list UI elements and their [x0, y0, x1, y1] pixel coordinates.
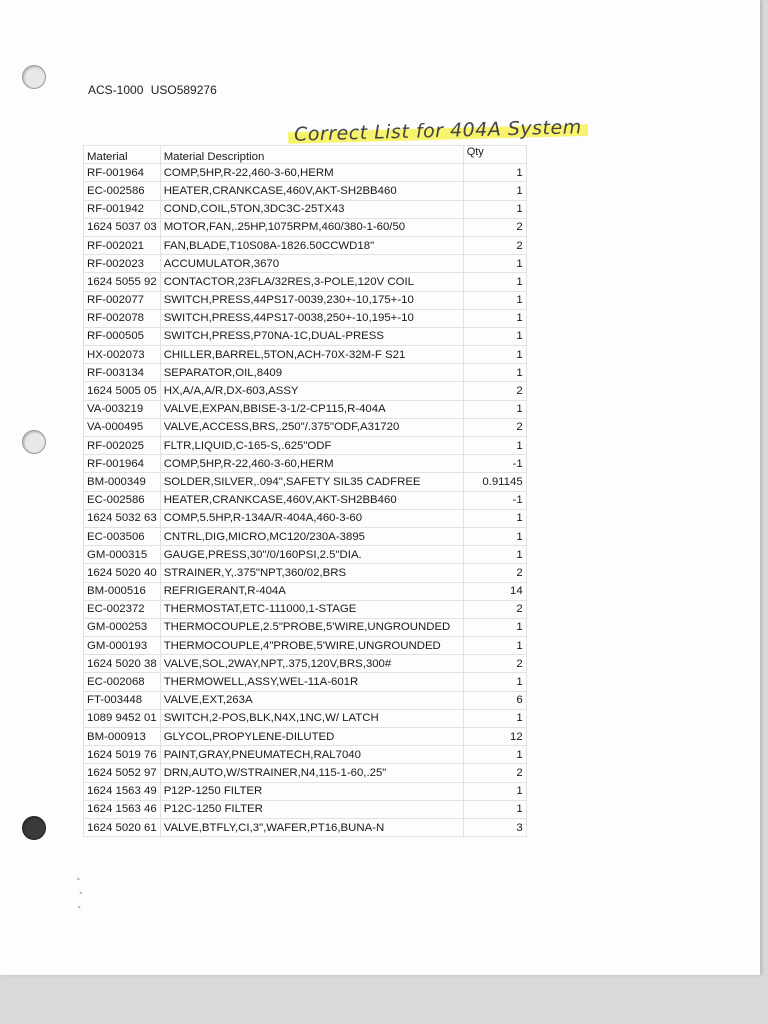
cell-qty: 1	[463, 618, 526, 636]
cell-qty: 6	[463, 691, 526, 709]
cell-material: RF-001964	[84, 164, 161, 182]
table-row	[84, 455, 527, 473]
cell-description: HEATER,CRANKCASE,460V,AKT-SH2BB460	[160, 182, 463, 200]
cell-material: RF-003134	[84, 364, 161, 382]
cell-qty: 1	[463, 346, 526, 364]
table-row	[84, 728, 527, 746]
cell-material: RF-001942	[84, 200, 161, 218]
cell-description: COMP,5HP,R-22,460-3-60,HERM	[160, 164, 463, 182]
cell-description: THERMOCOUPLE,2.5"PROBE,5'WIRE,UNGROUNDED	[160, 618, 463, 636]
cell-material: GM-000193	[84, 637, 161, 655]
cell-description: VALVE,SOL,2WAY,NPT,.375,120V,BRS,300#	[160, 655, 463, 673]
cell-material: VA-003219	[84, 400, 161, 418]
table-row	[84, 582, 527, 600]
cell-description: REFRIGERANT,R-404A	[160, 582, 463, 600]
table-row	[84, 291, 527, 309]
cell-qty: 1	[463, 782, 526, 800]
cell-description: THERMOSTAT,ETC-111000,1-STAGE	[160, 600, 463, 618]
cell-qty: 1	[463, 709, 526, 727]
cell-qty: 2	[463, 382, 526, 400]
cell-qty: 2	[463, 218, 526, 236]
table-row	[84, 346, 527, 364]
cell-qty: 1	[463, 273, 526, 291]
punch-hole-bottom	[22, 816, 46, 840]
cell-material: BM-000349	[84, 473, 161, 491]
cell-qty: 1	[463, 182, 526, 200]
punch-hole-top	[22, 65, 46, 89]
cell-description: ACCUMULATOR,3670	[160, 255, 463, 273]
cell-qty: 2	[463, 764, 526, 782]
cell-qty: 1	[463, 164, 526, 182]
table-row	[84, 382, 527, 400]
cell-description: COMP,5.5HP,R-134A/R-404A,460-3-60	[160, 509, 463, 527]
table-row	[84, 364, 527, 382]
cell-qty: 1	[463, 255, 526, 273]
cell-description: HEATER,CRANKCASE,460V,AKT-SH2BB460	[160, 491, 463, 509]
cell-material: RF-002021	[84, 236, 161, 254]
cell-material: FT-003448	[84, 691, 161, 709]
cell-description: FAN,BLADE,T10S08A-1826.50CCWD18"	[160, 236, 463, 254]
cell-material: RF-002023	[84, 255, 161, 273]
cell-material: VA-000495	[84, 418, 161, 436]
cell-description: VALVE,ACCESS,BRS,.250"/.375"ODF,A31720	[160, 418, 463, 436]
cell-qty: 1	[463, 800, 526, 818]
cell-material: EC-002068	[84, 673, 161, 691]
cell-qty: 1	[463, 400, 526, 418]
handwritten-highlighted-note: Correct List for 404A System	[288, 116, 588, 146]
cell-description: FLTR,LIQUID,C-165-S,.625"ODF	[160, 437, 463, 455]
table-row	[84, 182, 527, 200]
cell-qty: 1	[463, 637, 526, 655]
cell-qty: 1	[463, 673, 526, 691]
cell-description: VALVE,EXT,263A	[160, 691, 463, 709]
table-row	[84, 255, 527, 273]
table-row	[84, 764, 527, 782]
table-row	[84, 491, 527, 509]
cell-description: PAINT,GRAY,PNEUMATECH,RAL7040	[160, 746, 463, 764]
cell-qty: 1	[463, 200, 526, 218]
cell-qty: 14	[463, 582, 526, 600]
cell-description: CNTRL,DIG,MICRO,MC120/230A-3895	[160, 527, 463, 545]
cell-material: GM-000253	[84, 618, 161, 636]
table-row	[84, 709, 527, 727]
cell-material: HX-002073	[84, 346, 161, 364]
cell-material: RF-002078	[84, 309, 161, 327]
table-row	[84, 273, 527, 291]
table-row	[84, 473, 527, 491]
cell-qty: 1	[463, 546, 526, 564]
cell-description: VALVE,EXPAN,BBISE-3-1/2-CP115,R-404A	[160, 400, 463, 418]
table-row	[84, 437, 527, 455]
cell-material: RF-001964	[84, 455, 161, 473]
cell-material: RF-002025	[84, 437, 161, 455]
cell-material: 1624 5005 05	[84, 382, 161, 400]
cell-description: SWITCH,PRESS,44PS17-0038,250+-10,195+-10	[160, 309, 463, 327]
table-row	[84, 400, 527, 418]
header-qty: Qty	[463, 146, 526, 164]
cell-qty: -1	[463, 491, 526, 509]
table-row	[84, 800, 527, 818]
cell-qty: 12	[463, 728, 526, 746]
cell-description: CONTACTOR,23FLA/32RES,3-POLE,120V COIL	[160, 273, 463, 291]
cell-description: COND,COIL,5TON,3DC3C-25TX43	[160, 200, 463, 218]
table-row	[84, 200, 527, 218]
header-material: Material	[84, 146, 161, 164]
table-row	[84, 164, 527, 182]
cell-material: GM-000315	[84, 546, 161, 564]
cell-qty: 1	[463, 327, 526, 345]
table-row	[84, 673, 527, 691]
cell-description: P12C-1250 FILTER	[160, 800, 463, 818]
cell-description: THERMOWELL,ASSY,WEL-11A-601R	[160, 673, 463, 691]
cell-material: EC-002372	[84, 600, 161, 618]
cell-description: THERMOCOUPLE,4"PROBE,5'WIRE,UNGROUNDED	[160, 637, 463, 655]
cell-material: RF-000505	[84, 327, 161, 345]
cell-description: GLYCOL,PROPYLENE-DILUTED	[160, 728, 463, 746]
cell-material: EC-002586	[84, 182, 161, 200]
cell-description: SWITCH,PRESS,P70NA-1C,DUAL-PRESS	[160, 327, 463, 345]
cell-material: BM-000516	[84, 582, 161, 600]
cell-qty: 1	[463, 437, 526, 455]
cell-material: 1089 9452 01	[84, 709, 161, 727]
cell-material: 1624 5019 76	[84, 746, 161, 764]
cell-qty: 3	[463, 818, 526, 836]
cell-qty: 1	[463, 291, 526, 309]
cell-material: BM-000913	[84, 728, 161, 746]
cell-qty: 2	[463, 564, 526, 582]
cell-material: 1624 5020 38	[84, 655, 161, 673]
cell-description: STRAINER,Y,.375"NPT,360/02,BRS	[160, 564, 463, 582]
cell-qty: 1	[463, 509, 526, 527]
table-row	[84, 655, 527, 673]
cell-description: DRN,AUTO,W/STRAINER,N4,115-1-60,.25"	[160, 764, 463, 782]
cell-qty: 2	[463, 600, 526, 618]
table-row	[84, 818, 527, 836]
cell-qty: 2	[463, 655, 526, 673]
cell-qty: 1	[463, 309, 526, 327]
table-row	[84, 600, 527, 618]
cell-material: EC-003506	[84, 527, 161, 545]
table-row	[84, 327, 527, 345]
table-row	[84, 309, 527, 327]
cell-description: SEPARATOR,OIL,8409	[160, 364, 463, 382]
cell-description: COMP,5HP,R-22,460-3-60,HERM	[160, 455, 463, 473]
cell-description: SWITCH,2-POS,BLK,N4X,1NC,W/ LATCH	[160, 709, 463, 727]
table-row	[84, 746, 527, 764]
cell-description: VALVE,BTFLY,CI,3",WAFER,PT16,BUNA-N	[160, 818, 463, 836]
table-row	[84, 564, 527, 582]
cell-description: SOLDER,SILVER,.094",SAFETY SIL35 CADFREE	[160, 473, 463, 491]
cell-material: EC-002586	[84, 491, 161, 509]
cell-description: MOTOR,FAN,.25HP,1075RPM,460/380-1-60/50	[160, 218, 463, 236]
cell-material: 1624 5020 40	[84, 564, 161, 582]
table-row	[84, 218, 527, 236]
cell-material: 1624 1563 46	[84, 800, 161, 818]
cell-material: 1624 5055 92	[84, 273, 161, 291]
scan-specks	[76, 875, 84, 915]
table-row	[84, 691, 527, 709]
table-row	[84, 527, 527, 545]
materials-table	[83, 145, 527, 837]
cell-description: CHILLER,BARREL,5TON,ACH-70X-32M-F S21	[160, 346, 463, 364]
cell-description: HX,A/A,A/R,DX-603,ASSY	[160, 382, 463, 400]
table-header-row	[84, 146, 527, 164]
document-reference: ACS-1000 USO589276	[88, 83, 217, 97]
table-row	[84, 546, 527, 564]
cell-material: 1624 5032 63	[84, 509, 161, 527]
table-row	[84, 236, 527, 254]
table-row	[84, 418, 527, 436]
header-description: Material Description	[160, 146, 463, 164]
table-row	[84, 509, 527, 527]
table-row	[84, 618, 527, 636]
cell-material: 1624 5037 03	[84, 218, 161, 236]
cell-material: 1624 5052 97	[84, 764, 161, 782]
cell-description: GAUGE,PRESS,30"/0/160PSI,2.5"DIA.	[160, 546, 463, 564]
cell-qty: 1	[463, 746, 526, 764]
cell-description: P12P-1250 FILTER	[160, 782, 463, 800]
cell-qty: 2	[463, 418, 526, 436]
cell-qty: 1	[463, 527, 526, 545]
cell-qty: 0.91145	[463, 473, 526, 491]
table-body	[84, 164, 527, 837]
table-row	[84, 782, 527, 800]
cell-qty: -1	[463, 455, 526, 473]
punch-hole-middle	[22, 430, 46, 454]
cell-material: RF-002077	[84, 291, 161, 309]
cell-qty: 2	[463, 236, 526, 254]
cell-material: 1624 5020 61	[84, 818, 161, 836]
cell-qty: 1	[463, 364, 526, 382]
cell-description: SWITCH,PRESS,44PS17-0039,230+-10,175+-10	[160, 291, 463, 309]
table-row	[84, 637, 527, 655]
cell-material: 1624 1563 49	[84, 782, 161, 800]
